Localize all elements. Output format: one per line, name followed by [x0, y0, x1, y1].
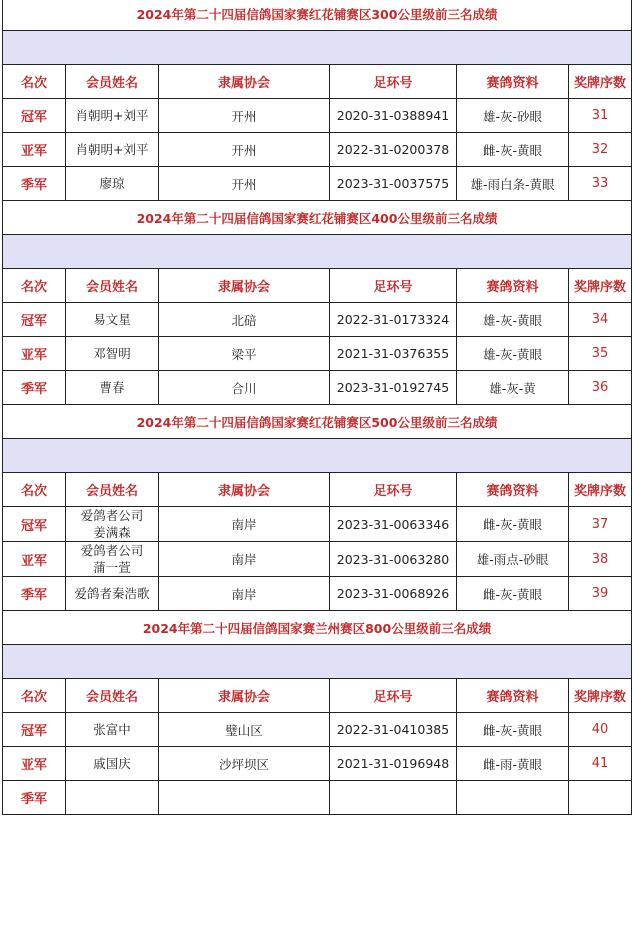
header-association: 隶属协会	[159, 679, 330, 713]
header-rank: 名次	[3, 679, 66, 713]
rank-cell: 季军	[3, 577, 66, 611]
header-pigeon-info: 赛鸽资料	[457, 679, 569, 713]
member-name-cell	[66, 371, 159, 405]
pigeon-info-cell: 雄-灰-黄	[457, 371, 569, 405]
table-row	[3, 713, 632, 747]
header-member-name: 会员姓名	[66, 679, 159, 713]
member-name-cell	[66, 507, 159, 542]
ring-number-cell: 2022-31-0200378	[330, 133, 457, 167]
rank-cell: 冠军	[3, 303, 66, 337]
table-row	[3, 577, 632, 611]
member-name-line: 爱鸽者公司	[80, 508, 144, 523]
header-pigeon-info: 赛鸽资料	[457, 473, 569, 507]
header-rank: 名次	[3, 269, 66, 303]
pigeon-info-cell: 雌-灰-黄眼	[457, 133, 569, 167]
header-rank: 名次	[3, 473, 66, 507]
medal-number-cell: 36	[569, 371, 632, 405]
member-name-line: 廖琼	[99, 176, 125, 191]
column-header-row	[3, 679, 632, 713]
section-band	[3, 645, 632, 679]
association-cell: 梁平	[159, 337, 330, 371]
member-name-cell	[66, 133, 159, 167]
association-cell: 开州	[159, 133, 330, 167]
header-pigeon-info: 赛鸽资料	[457, 269, 569, 303]
rank-cell: 季军	[3, 167, 66, 201]
table-row	[3, 99, 632, 133]
header-medal-number: 奖牌序数	[569, 65, 632, 99]
ring-number-cell: 2023-31-0192745	[330, 371, 457, 405]
association-cell: 合川	[159, 371, 330, 405]
association-cell: 开州	[159, 167, 330, 201]
header-association: 隶属协会	[159, 65, 330, 99]
header-member-name: 会员姓名	[66, 65, 159, 99]
column-header-row	[3, 473, 632, 507]
member-name-cell	[66, 713, 159, 747]
section-band-row	[3, 439, 632, 473]
member-name-cell	[66, 167, 159, 201]
association-cell	[159, 781, 330, 815]
rank-cell: 冠军	[3, 507, 66, 542]
ring-number-cell: 2023-31-0063346	[330, 507, 457, 542]
association-cell: 南岸	[159, 577, 330, 611]
section-title-row	[3, 201, 632, 235]
member-name-cell	[66, 747, 159, 781]
rank-cell: 季军	[3, 371, 66, 405]
pigeon-info-cell: 雌-灰-黄眼	[457, 577, 569, 611]
association-cell: 璧山区	[159, 713, 330, 747]
section-title: 2024年第二十四届信鸽国家赛兰州赛区800公里级前三名成绩	[3, 611, 632, 645]
table-row	[3, 167, 632, 201]
table-row	[3, 542, 632, 577]
association-cell: 南岸	[159, 542, 330, 577]
rank-cell: 亚军	[3, 542, 66, 577]
section-title-row	[3, 0, 632, 31]
ring-number-cell: 2020-31-0388941	[330, 99, 457, 133]
header-ring-number: 足环号	[330, 65, 457, 99]
ring-number-cell: 2022-31-0410385	[330, 713, 457, 747]
ring-number-cell: 2023-31-0037575	[330, 167, 457, 201]
medal-number-cell: 31	[569, 99, 632, 133]
member-name-cell	[66, 577, 159, 611]
medal-number-cell: 37	[569, 507, 632, 542]
member-name-cell	[66, 337, 159, 371]
member-name-line: 戚国庆	[93, 756, 131, 771]
rank-cell: 亚军	[3, 337, 66, 371]
association-cell: 沙坪坝区	[159, 747, 330, 781]
table-row	[3, 133, 632, 167]
rank-cell: 冠军	[3, 713, 66, 747]
pigeon-info-cell: 雌-灰-黄眼	[457, 507, 569, 542]
table-row	[3, 507, 632, 542]
association-cell: 南岸	[159, 507, 330, 542]
pigeon-info-cell: 雄-灰-黄眼	[457, 337, 569, 371]
header-pigeon-info: 赛鸽资料	[457, 65, 569, 99]
section-title-row	[3, 405, 632, 439]
table-row	[3, 303, 632, 337]
ring-number-cell	[330, 781, 457, 815]
medal-number-cell: 35	[569, 337, 632, 371]
section-title: 2024年第二十四届信鸽国家赛红花铺赛区400公里级前三名成绩	[3, 201, 632, 235]
pigeon-info-cell: 雌-灰-黄眼	[457, 713, 569, 747]
rank-cell: 季军	[3, 781, 66, 815]
ring-number-cell: 2021-31-0196948	[330, 747, 457, 781]
member-name-cell	[66, 303, 159, 337]
member-name-line: 蒲一萱	[93, 560, 131, 575]
ring-number-cell: 2023-31-0063280	[330, 542, 457, 577]
section-band	[3, 439, 632, 473]
ring-number-cell: 2022-31-0173324	[330, 303, 457, 337]
member-name-line: 爱鸽者公司	[80, 543, 144, 558]
pigeon-info-cell: 雄-灰-黄眼	[457, 303, 569, 337]
section-band-row	[3, 645, 632, 679]
medal-number-cell: 41	[569, 747, 632, 781]
table-row	[3, 747, 632, 781]
header-ring-number: 足环号	[330, 269, 457, 303]
header-member-name: 会员姓名	[66, 473, 159, 507]
member-name-cell	[66, 542, 159, 577]
table-row	[3, 371, 632, 405]
results-table	[2, 0, 632, 815]
medal-number-cell: 39	[569, 577, 632, 611]
table-row	[3, 781, 632, 815]
header-ring-number: 足环号	[330, 473, 457, 507]
ring-number-cell: 2023-31-0068926	[330, 577, 457, 611]
member-name-line: 邓智明	[93, 346, 131, 361]
header-medal-number: 奖牌序数	[569, 473, 632, 507]
medal-number-cell	[569, 781, 632, 815]
medal-number-cell: 40	[569, 713, 632, 747]
header-rank: 名次	[3, 65, 66, 99]
rank-cell: 亚军	[3, 747, 66, 781]
header-member-name: 会员姓名	[66, 269, 159, 303]
pigeon-info-cell: 雄-雨白条-黄眼	[457, 167, 569, 201]
member-name-line: 易文星	[93, 312, 131, 327]
section-band	[3, 235, 632, 269]
rank-cell: 冠军	[3, 99, 66, 133]
member-name-line: 肖朝明+刘平	[75, 108, 149, 123]
association-cell: 开州	[159, 99, 330, 133]
association-cell: 北碚	[159, 303, 330, 337]
table-row	[3, 337, 632, 371]
header-ring-number: 足环号	[330, 679, 457, 713]
ring-number-cell: 2021-31-0376355	[330, 337, 457, 371]
pigeon-info-cell: 雄-灰-砂眼	[457, 99, 569, 133]
column-header-row	[3, 269, 632, 303]
header-medal-number: 奖牌序数	[569, 679, 632, 713]
pigeon-info-cell: 雄-雨点-砂眼	[457, 542, 569, 577]
section-band-row	[3, 31, 632, 65]
medal-number-cell: 33	[569, 167, 632, 201]
section-title: 2024年第二十四届信鸽国家赛红花铺赛区500公里级前三名成绩	[3, 405, 632, 439]
section-title: 2024年第二十四届信鸽国家赛红花铺赛区300公里级前三名成绩	[3, 0, 632, 31]
column-header-row	[3, 65, 632, 99]
header-association: 隶属协会	[159, 473, 330, 507]
pigeon-info-cell	[457, 781, 569, 815]
member-name-line: 张富中	[93, 722, 131, 737]
section-title-row	[3, 611, 632, 645]
medal-number-cell: 32	[569, 133, 632, 167]
section-band	[3, 31, 632, 65]
header-association: 隶属协会	[159, 269, 330, 303]
member-name-line: 肖朝明+刘平	[75, 142, 149, 157]
member-name-line: 爱鸽者秦浩歌	[74, 586, 150, 601]
medal-number-cell: 34	[569, 303, 632, 337]
header-medal-number: 奖牌序数	[569, 269, 632, 303]
member-name-cell	[66, 99, 159, 133]
member-name-line: 姜满森	[93, 525, 131, 540]
rank-cell: 亚军	[3, 133, 66, 167]
member-name-line: 曹春	[99, 380, 125, 395]
pigeon-info-cell: 雌-雨-黄眼	[457, 747, 569, 781]
section-band-row	[3, 235, 632, 269]
member-name-cell	[66, 781, 159, 815]
medal-number-cell: 38	[569, 542, 632, 577]
